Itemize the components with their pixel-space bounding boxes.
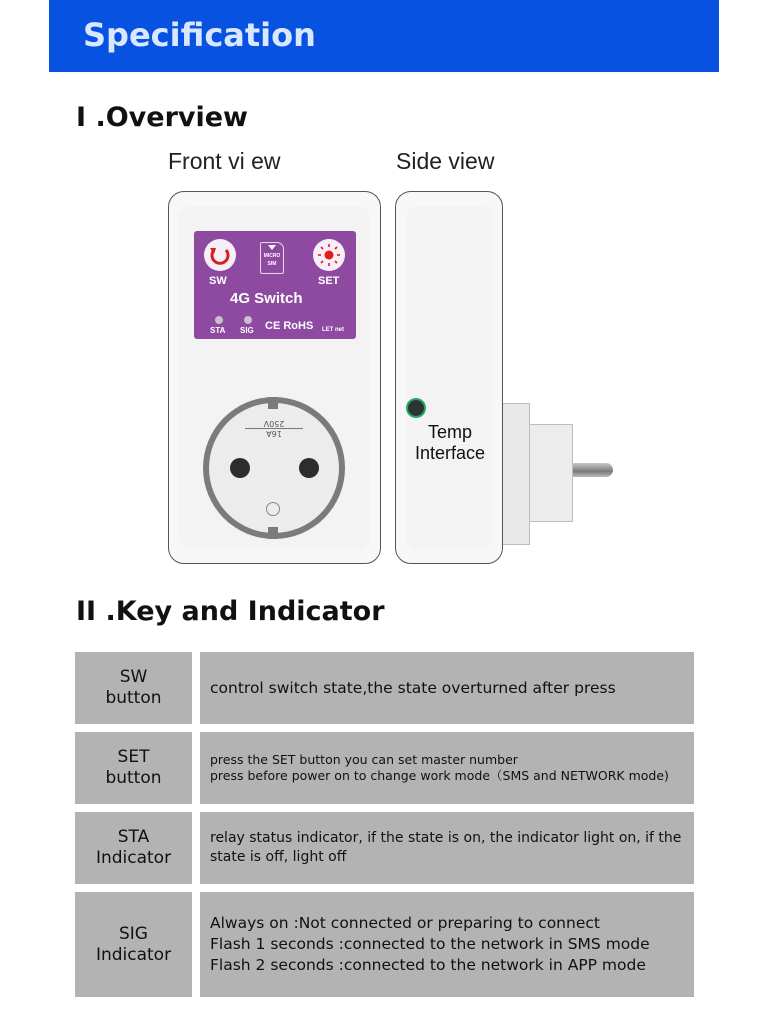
socket-notch <box>268 527 278 539</box>
sim-slot <box>260 242 284 274</box>
front-view-label: Front vi ew <box>168 148 281 174</box>
sig-led <box>244 316 252 324</box>
net-mark: LET net <box>322 327 344 333</box>
socket-face <box>209 403 339 533</box>
key-cell: SET button <box>75 732 192 804</box>
plug-pin <box>573 463 613 477</box>
overview-heading: I .Overview <box>76 102 248 133</box>
sta-label: STA <box>210 326 226 335</box>
description-cell: control switch state,the state overturned after press <box>200 652 694 724</box>
arrow-down-icon <box>268 245 276 250</box>
key-cell: SW button <box>75 652 192 724</box>
temp-interface-label: Temp Interface <box>414 422 486 463</box>
key-indicator-heading: II .Key and Indicator <box>76 596 385 627</box>
plug-base <box>502 403 530 545</box>
sig-label: SIG <box>240 326 254 335</box>
header-banner <box>49 0 719 72</box>
sw-label: SW <box>209 275 227 287</box>
sim-label: MICRO <box>263 253 281 259</box>
key-cell: STA Indicator <box>75 812 192 884</box>
product-name: 4G Switch <box>230 290 303 307</box>
set-label: SET <box>318 275 340 287</box>
table-row-set <box>75 732 694 804</box>
sw-button <box>204 239 236 271</box>
description-cell: press the SET button you can set master number press before power on to change work mode（SMS and NETWORK mode) <box>200 732 694 804</box>
plug-body <box>529 424 573 522</box>
socket-notch <box>268 397 278 409</box>
ground-icon <box>266 502 280 516</box>
side-view-label: Side view <box>396 148 495 174</box>
socket-rating: 16A 250V <box>245 419 303 438</box>
description-cell: relay status indicator, if the state is on, the indicator light on, if the state is off, light off <box>200 812 694 884</box>
power-socket <box>203 397 345 539</box>
sta-led <box>215 316 223 324</box>
page-title: Specification <box>83 16 316 54</box>
table-row-sta <box>75 812 694 884</box>
socket-pin-left <box>230 458 250 478</box>
table-row-sw <box>75 652 694 724</box>
cert-marks: CE RoHS <box>265 320 314 332</box>
key-cell: SIG Indicator <box>75 892 192 997</box>
side-view-device <box>395 191 503 564</box>
socket-pin-right <box>299 458 319 478</box>
table-row-sig <box>75 892 694 997</box>
device-side-face <box>406 206 492 549</box>
temp-interface-port <box>406 398 426 418</box>
set-button <box>313 239 345 271</box>
sim-label-2: SIM <box>267 261 277 267</box>
sun-icon <box>313 239 345 271</box>
description-cell: Always on :Not connected or preparing to connect Flash 1 seconds :connected to the network in SMS mode Flash 2 seconds :connected to the network in APP mode <box>200 892 694 997</box>
refresh-icon <box>204 239 236 271</box>
